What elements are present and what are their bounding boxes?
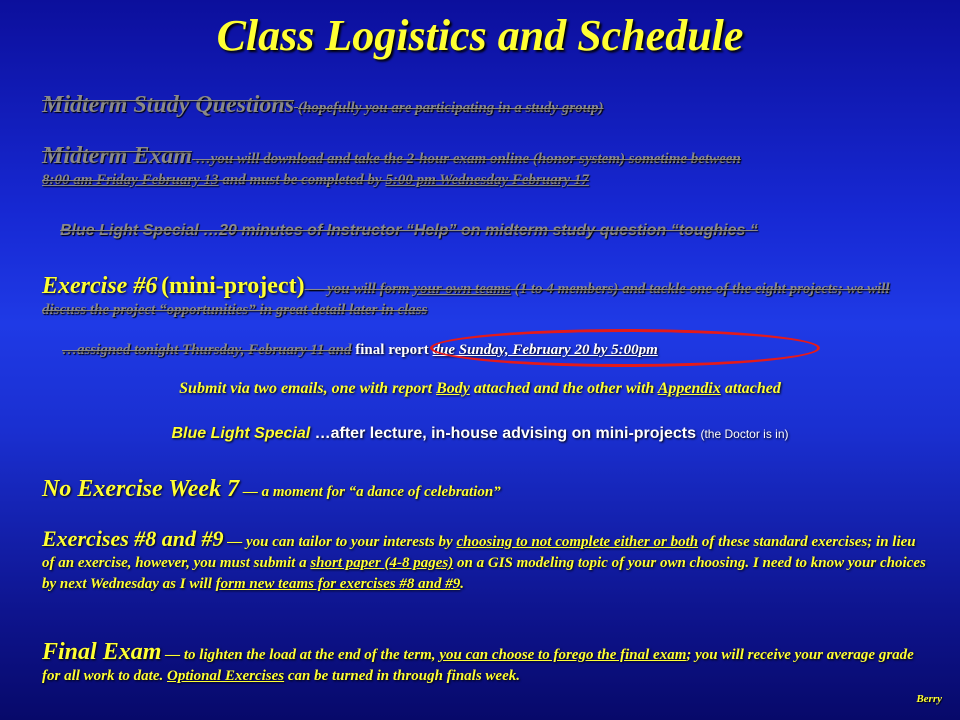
no-exercise-text: — a moment for “a dance of celebration”	[239, 484, 501, 500]
submit-text-a: Submit via two emails, one with report	[179, 380, 437, 397]
final-exam-heading: Final Exam	[42, 639, 162, 665]
slide-title: Class Logistics and Schedule	[216, 11, 744, 60]
no-exercise-heading: No Exercise Week 7	[42, 476, 240, 502]
midterm-end-date: 5:00 pm Wednesday February 17	[385, 172, 589, 188]
exercises-8-9-text-a: — you can tailor to your interests by	[223, 534, 457, 550]
submit-appendix: Appendix	[657, 380, 721, 397]
study-questions-note: (hopefully you are participating in a study group)	[298, 100, 604, 116]
exercises-8-9-text-c: on a GIS modeling topic of your own choosing. I need to know your choices by next Wednesday as I will	[42, 555, 926, 592]
exercise-6-text-a: — you will form	[304, 281, 414, 297]
final-exam-text-a: — to lighten the load at the end of the term,	[161, 647, 440, 663]
exercise-6-final-report: final report	[351, 342, 433, 358]
author-credit: Berry	[916, 693, 942, 705]
no-exercise-line	[42, 476, 922, 503]
study-questions-line	[42, 92, 922, 119]
submit-text-c: attached	[720, 380, 781, 397]
exercises-8-9-heading: Exercises #8 and #9	[42, 526, 224, 551]
exercise-6-text-b: (1 to 4 members) and tackle one of the eight projects; we will discuss the project “opportunities” in great detail later in class	[42, 281, 890, 318]
submit-instructions	[0, 380, 960, 398]
midterm-start-date: 8:00 am Friday February 13	[42, 172, 219, 188]
final-exam-text-b: ; you will receive your average grade for all work to date.	[42, 647, 914, 684]
submit-text-b: attached and the other with	[469, 380, 658, 397]
exercises-8-9-choose: choosing to not complete either or both	[456, 534, 699, 550]
exercise-6-subheading: (mini-project)	[161, 273, 305, 299]
due-date-highlight-oval	[430, 329, 820, 367]
blue-light-2-note: (the Doctor is in)	[700, 427, 789, 441]
final-exam-text-c: can be turned in through finals week.	[284, 668, 520, 684]
final-exam-block	[42, 639, 927, 687]
exercises-8-9-short-paper: short paper (4-8 pages)	[310, 555, 454, 571]
blue-light-special-2	[0, 425, 960, 443]
blue-light-2-text: …after lecture, in-house advising on mini-projects	[310, 425, 701, 442]
midterm-exam-text-a: …you will download and take the 2-hour exam online (honor system) sometime between	[195, 151, 741, 167]
blue-light-2-label: Blue Light Special	[171, 425, 311, 442]
submit-body: Body	[436, 380, 470, 397]
exercise-6-heading: Exercise #6	[42, 273, 158, 299]
exercise-6-due-date: due Sunday, February 20 by 5:00pm	[432, 342, 658, 358]
exercises-8-9-text-b: of these standard exercises; in lieu of an exercise, however, you must submit a	[42, 534, 916, 571]
exercise-6-assigned: …assigned tonight Thursday, February 11 and	[62, 342, 352, 358]
midterm-exam-block	[42, 143, 922, 191]
exercises-8-9-text-d: .	[460, 576, 464, 592]
study-questions-heading: Midterm Study Questions	[42, 92, 295, 118]
midterm-exam-text-b: and must be completed by	[218, 172, 386, 188]
blue-light-1-label: Blue Light Special	[60, 222, 199, 239]
blue-light-special-1	[60, 222, 920, 240]
exercise-6-teams: your own teams	[413, 281, 511, 297]
final-exam-forego: you can choose to forego the final exam	[439, 647, 687, 663]
exercises-8-9-new-teams: form new teams for exercises #8 and #9	[215, 576, 461, 592]
midterm-exam-heading: Midterm Exam	[42, 143, 193, 169]
blue-light-1-text: …20 minutes of Instructor “Help” on midterm study question “toughies “	[198, 222, 758, 239]
final-exam-optional: Optional Exercises	[167, 668, 285, 684]
exercise-6-block	[42, 273, 922, 321]
exercises-8-9-block	[42, 528, 927, 595]
